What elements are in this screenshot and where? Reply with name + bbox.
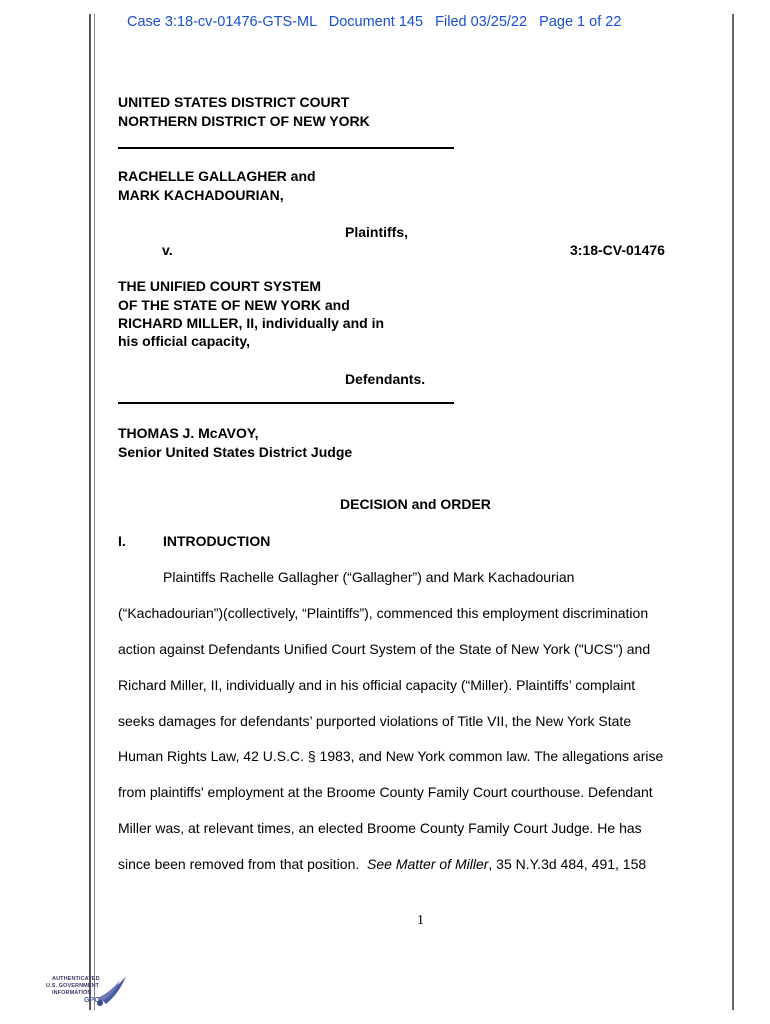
- right-margin-line: [732, 14, 734, 1010]
- seal-line2: U.S. GOVERNMENT: [46, 983, 100, 989]
- header-filed: Filed 03/25/22: [435, 14, 528, 30]
- page-number: 1: [417, 913, 424, 928]
- body-line-8: Miller was, at relevant times, an elected Broome County Family Court Judge. He has: [118, 820, 642, 836]
- body-line-3: action against Defendants Unified Court System of the State of New York ("UCS") and: [118, 641, 651, 657]
- caption-rule-bottom: [118, 402, 454, 404]
- defendant-line1: THE UNIFIED COURT SYSTEM: [118, 278, 322, 294]
- left-margin-line-inner: [94, 14, 95, 1010]
- body-line-6: Human Rights Law, 42 U.S.C. § 1983, and New York common law. The allegations arise: [118, 748, 664, 764]
- seal-line1: AUTHENTICATED: [52, 976, 100, 982]
- body-line-9-citation-rest: , 35 N.Y.3d 484, 491, 158: [488, 856, 647, 872]
- plaintiff-line1: RACHELLE GALLAGHER and: [118, 168, 316, 184]
- seal-gpo-mark: GPO: [84, 997, 100, 1004]
- header-document: Document 145: [328, 14, 424, 30]
- body-line-4: Richard Miller, II, individually and in his official capacity (“Miller). Plaintiffs’ complaint: [118, 677, 636, 693]
- judge-name: THOMAS J. McAVOY,: [118, 425, 259, 441]
- plaintiffs-role: Plaintiffs,: [345, 224, 409, 240]
- body-line-5: seeks damages for defendants’ purported violations of Title VII, the New York State: [118, 713, 632, 729]
- header-case: Case 3:18-cv-01476-GTS-ML: [127, 14, 317, 30]
- ecf-header: [127, 14, 621, 30]
- section-number: I.: [118, 533, 126, 549]
- case-number: 3:18-CV-01476: [570, 242, 665, 258]
- defendant-line3: RICHARD MILLER, II, individually and in: [118, 315, 385, 331]
- body-line-7: from plaintiffs' employment at the Broome County Family Court courthouse. Defendant: [118, 784, 653, 800]
- seal-line3: INFORMATION: [52, 990, 92, 996]
- judge-title: Senior United States District Judge: [118, 444, 353, 460]
- body-line-9: [118, 856, 646, 872]
- case-citation: See Matter of Miller: [367, 856, 489, 872]
- left-margin-line: [89, 14, 91, 1010]
- defendant-line4: his official capacity,: [118, 333, 251, 349]
- court-name-line2: NORTHERN DISTRICT OF NEW YORK: [118, 113, 370, 129]
- versus: v.: [162, 242, 173, 258]
- header-page: Page 1 of 22: [539, 14, 622, 30]
- defendants-role: Defendants.: [345, 371, 426, 387]
- plaintiff-line2: MARK KACHADOURIAN,: [118, 187, 284, 203]
- defendant-line2: OF THE STATE OF NEW YORK and: [118, 297, 350, 313]
- body-line-9-text: since been removed from that position.: [118, 856, 368, 872]
- court-name-line1: UNITED STATES DISTRICT COURT: [118, 94, 350, 110]
- section-heading: INTRODUCTION: [163, 533, 271, 549]
- decision-title: DECISION and ORDER: [340, 496, 491, 512]
- caption-rule-top: [118, 147, 454, 149]
- body-line-1: Plaintiffs Rachelle Gallagher (“Gallagher”) and Mark Kachadourian: [163, 569, 575, 585]
- body-line-2: (“Kachadourian”)(collectively, “Plaintiffs”), commenced this employment discrimination: [118, 605, 649, 621]
